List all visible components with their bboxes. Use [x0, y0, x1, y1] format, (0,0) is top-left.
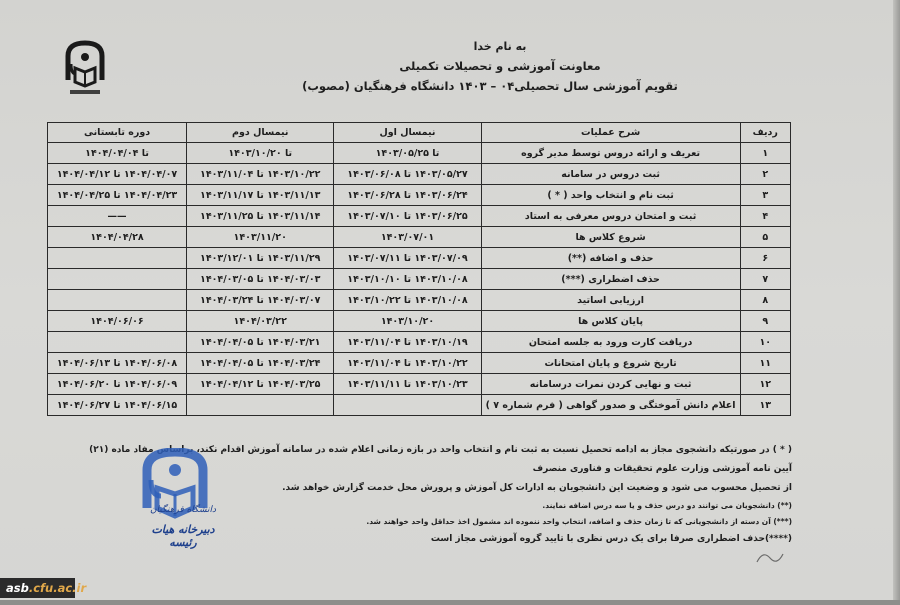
table-row	[48, 227, 791, 248]
header-title: تقویم آموزشی سال تحصیلی۰۴ – ۱۴۰۳ دانشگاه فرهنگیان (مصوب)	[302, 79, 678, 93]
cell-summer	[48, 269, 187, 290]
stamp-office-name: دبیرخانه هیات رئیسه	[151, 523, 215, 549]
cell-desc: حذف و اضافه (**)	[481, 248, 740, 269]
header-department: معاونت آموزشی و تحصیلات تکمیلی	[399, 59, 601, 73]
cell-desc: ثبت و امتحان دروس معرفی به استاد	[481, 206, 740, 227]
cell-sem1: ۱۴۰۳/۰۷/۰۱	[334, 227, 481, 248]
cell-summer	[48, 248, 187, 269]
table-row	[48, 164, 791, 185]
col-header-desc: شرح عملیات	[481, 123, 740, 143]
cell-idx: ۱۲	[740, 374, 790, 395]
table-row	[48, 290, 791, 311]
document-header	[300, 38, 700, 96]
cell-sem2: ۱۴۰۴/۰۳/۲۵ تا ۱۴۰۴/۰۴/۱۲	[187, 374, 334, 395]
cell-sem1: ۱۴۰۳/۰۵/۲۷ تا ۱۴۰۳/۰۶/۰۸	[334, 164, 481, 185]
cell-summer: ۱۴۰۴/۰۶/۰۹ تا ۱۴۰۴/۰۶/۲۰	[48, 374, 187, 395]
footnote-1: ( * ) در صورتیکه دانشجوی مجاز به ادامه تحصیل نسبت به ثبت نام و انتخاب واحد در بازه زمانی اعلام شده در سامانه آموزش اقدام نکند، براساس مفاد ماده (۲۱) آیین نامه آموزشی وزارت علوم تحقیقات و فناوری منصرف	[89, 445, 792, 474]
cell-sem2: تا ۱۴۰۳/۱۰/۲۰	[187, 143, 334, 164]
cell-sem2: ۱۴۰۳/۱۰/۲۲ تا ۱۴۰۳/۱۱/۰۴	[187, 164, 334, 185]
col-header-idx: ردیف	[740, 123, 790, 143]
cell-sem1: ۱۴۰۳/۰۷/۰۹ تا ۱۴۰۳/۰۷/۱۱	[334, 248, 481, 269]
cell-sem1: ۱۴۰۳/۱۰/۰۸ تا ۱۴۰۳/۱۰/۲۲	[334, 290, 481, 311]
cell-sem2: ۱۴۰۳/۱۱/۱۴ تا ۱۴۰۳/۱۱/۲۵	[187, 206, 334, 227]
footnote-3: (***) آن دسته از دانشجویانی که تا زمان حذف و اضافه، انتخاب واحد ننموده اند مشمول اخذ حداقل واحد خواهند شد.	[366, 517, 792, 526]
cell-desc: شروع کلاس ها	[481, 227, 740, 248]
cell-idx: ۲	[740, 164, 790, 185]
cell-desc: حذف اضطراری (***)	[481, 269, 740, 290]
signature-mark-icon	[755, 548, 785, 568]
cell-desc: تاریخ شروع و پایان امتحانات	[481, 353, 740, 374]
col-header-sem1: نیمسال اول	[334, 123, 481, 143]
table-header-row	[48, 123, 791, 143]
cell-sem2: ۱۴۰۳/۱۱/۲۰	[187, 227, 334, 248]
table-row	[48, 206, 791, 227]
cell-summer: ۱۴۰۴/۰۶/۱۵ تا ۱۴۰۴/۰۶/۲۷	[48, 395, 187, 416]
page-edge	[893, 0, 900, 605]
cell-idx: ۱	[740, 143, 790, 164]
cell-desc: ثبت دروس در سامانه	[481, 164, 740, 185]
cell-sem2: ۱۴۰۴/۰۳/۲۱ تا ۱۴۰۴/۰۴/۰۵	[187, 332, 334, 353]
cell-sem1: ۱۴۰۳/۱۰/۱۹ تا ۱۴۰۳/۱۱/۰۴	[334, 332, 481, 353]
cell-sem1: ۱۴۰۳/۱۰/۲۳ تا ۱۴۰۳/۱۱/۱۱	[334, 374, 481, 395]
cell-sem2: ۱۴۰۴/۰۳/۲۲	[187, 311, 334, 332]
cell-idx: ۷	[740, 269, 790, 290]
cell-sem2: ۱۴۰۳/۱۱/۲۹ تا ۱۴۰۳/۱۲/۰۱	[187, 248, 334, 269]
cell-idx: ۸	[740, 290, 790, 311]
cell-sem2: ۱۴۰۴/۰۳/۰۷ تا ۱۴۰۴/۰۳/۲۴	[187, 290, 334, 311]
stamp-university-name: دانشگاه فرهنگیان	[149, 505, 217, 515]
cell-desc: ارزیابی اساتید	[481, 290, 740, 311]
footnote-1-cont: از تحصیل محسوب می شود و وضعیت این دانشجویان به ادارات کل آموزش و پرورش محل خدمت گزارش خواهد شد.	[282, 483, 792, 493]
cell-desc: ثبت نام و انتخاب واحد ( * )	[481, 185, 740, 206]
cell-desc: ثبت و نهایی کردن نمرات درسامانه	[481, 374, 740, 395]
cell-sem1: ۱۴۰۳/۱۰/۲۰	[334, 311, 481, 332]
cell-sem1: ۱۴۰۳/۰۶/۲۵ تا ۱۴۰۳/۰۷/۱۰	[334, 206, 481, 227]
cell-idx: ۹	[740, 311, 790, 332]
cell-summer: ۱۴۰۴/۰۶/۰۶	[48, 311, 187, 332]
cell-idx: ۳	[740, 185, 790, 206]
cell-summer: ۱۴۰۴/۰۴/۲۸	[48, 227, 187, 248]
table-row	[48, 332, 791, 353]
cell-summer	[48, 290, 187, 311]
cell-desc: اعلام دانش آموختگی و صدور گواهی ( فرم شماره ۷ )	[481, 395, 740, 416]
cell-summer: ۱۴۰۴/۰۶/۰۸ تا ۱۴۰۴/۰۶/۱۳	[48, 353, 187, 374]
academic-calendar-table	[47, 122, 791, 416]
footnote-4: (****)حذف اضطراری صرفا برای یک درس نظری با تایید گروه آموزشی مجاز است	[430, 534, 792, 544]
cell-idx: ۶	[740, 248, 790, 269]
cell-desc: دریافت کارت ورود به جلسه امتحان	[481, 332, 740, 353]
cell-summer: تا ۱۴۰۴/۰۴/۰۴	[48, 143, 187, 164]
cell-sem2: ۱۴۰۴/۰۳/۰۳ تا ۱۴۰۴/۰۳/۰۵	[187, 269, 334, 290]
cell-summer	[48, 332, 187, 353]
watermark-domain: .cfu.ac.ir	[28, 581, 87, 595]
cell-idx: ۱۰	[740, 332, 790, 353]
col-header-sem2: نیمسال دوم	[187, 123, 334, 143]
cell-desc: پایان کلاس ها	[481, 311, 740, 332]
table-row	[48, 269, 791, 290]
cell-summer: ۱۴۰۴/۰۴/۰۷ تا ۱۴۰۴/۰۴/۱۲	[48, 164, 187, 185]
table-row	[48, 353, 791, 374]
cell-sem2: ۱۴۰۴/۰۳/۲۴ تا ۱۴۰۴/۰۴/۰۵	[187, 353, 334, 374]
site-watermark	[0, 578, 87, 598]
col-header-summer: دوره تابستانی	[48, 123, 187, 143]
watermark-prefix: asb	[6, 581, 29, 595]
cell-sem2	[187, 395, 334, 416]
cell-desc: تعریف و ارائه دروس توسط مدیر گروه	[481, 143, 740, 164]
cell-idx: ۱۳	[740, 395, 790, 416]
cell-sem1: ۱۴۰۳/۱۰/۲۲ تا ۱۴۰۳/۱۱/۰۴	[334, 353, 481, 374]
cell-sem1: تا ۱۴۰۳/۰۵/۲۵	[334, 143, 481, 164]
header-bismillah: به نام خدا	[473, 40, 527, 53]
table-row	[48, 395, 791, 416]
table-row	[48, 311, 791, 332]
cell-summer: ——	[48, 206, 187, 227]
table-row	[48, 248, 791, 269]
university-logo-icon	[62, 40, 108, 98]
cell-summer: ۱۴۰۴/۰۴/۲۳ تا ۱۴۰۴/۰۴/۲۵	[48, 185, 187, 206]
table-row	[48, 143, 791, 164]
page-edge-bottom	[0, 600, 900, 605]
cell-idx: ۴	[740, 206, 790, 227]
cell-idx: ۵	[740, 227, 790, 248]
table-row	[48, 374, 791, 395]
cell-idx: ۱۱	[740, 353, 790, 374]
table-row	[48, 185, 791, 206]
cell-sem2: ۱۴۰۳/۱۱/۱۳ تا ۱۴۰۳/۱۱/۱۷	[187, 185, 334, 206]
footnote-2: (**) دانشجویان می توانند دو درس حذف و یا سه درس اضافه نمایند.	[542, 501, 792, 510]
cell-sem1	[334, 395, 481, 416]
cell-sem1: ۱۴۰۳/۱۰/۰۸ تا ۱۴۰۳/۱۰/۱۰	[334, 269, 481, 290]
cell-sem1: ۱۴۰۳/۰۶/۲۴ تا ۱۴۰۳/۰۶/۲۸	[334, 185, 481, 206]
